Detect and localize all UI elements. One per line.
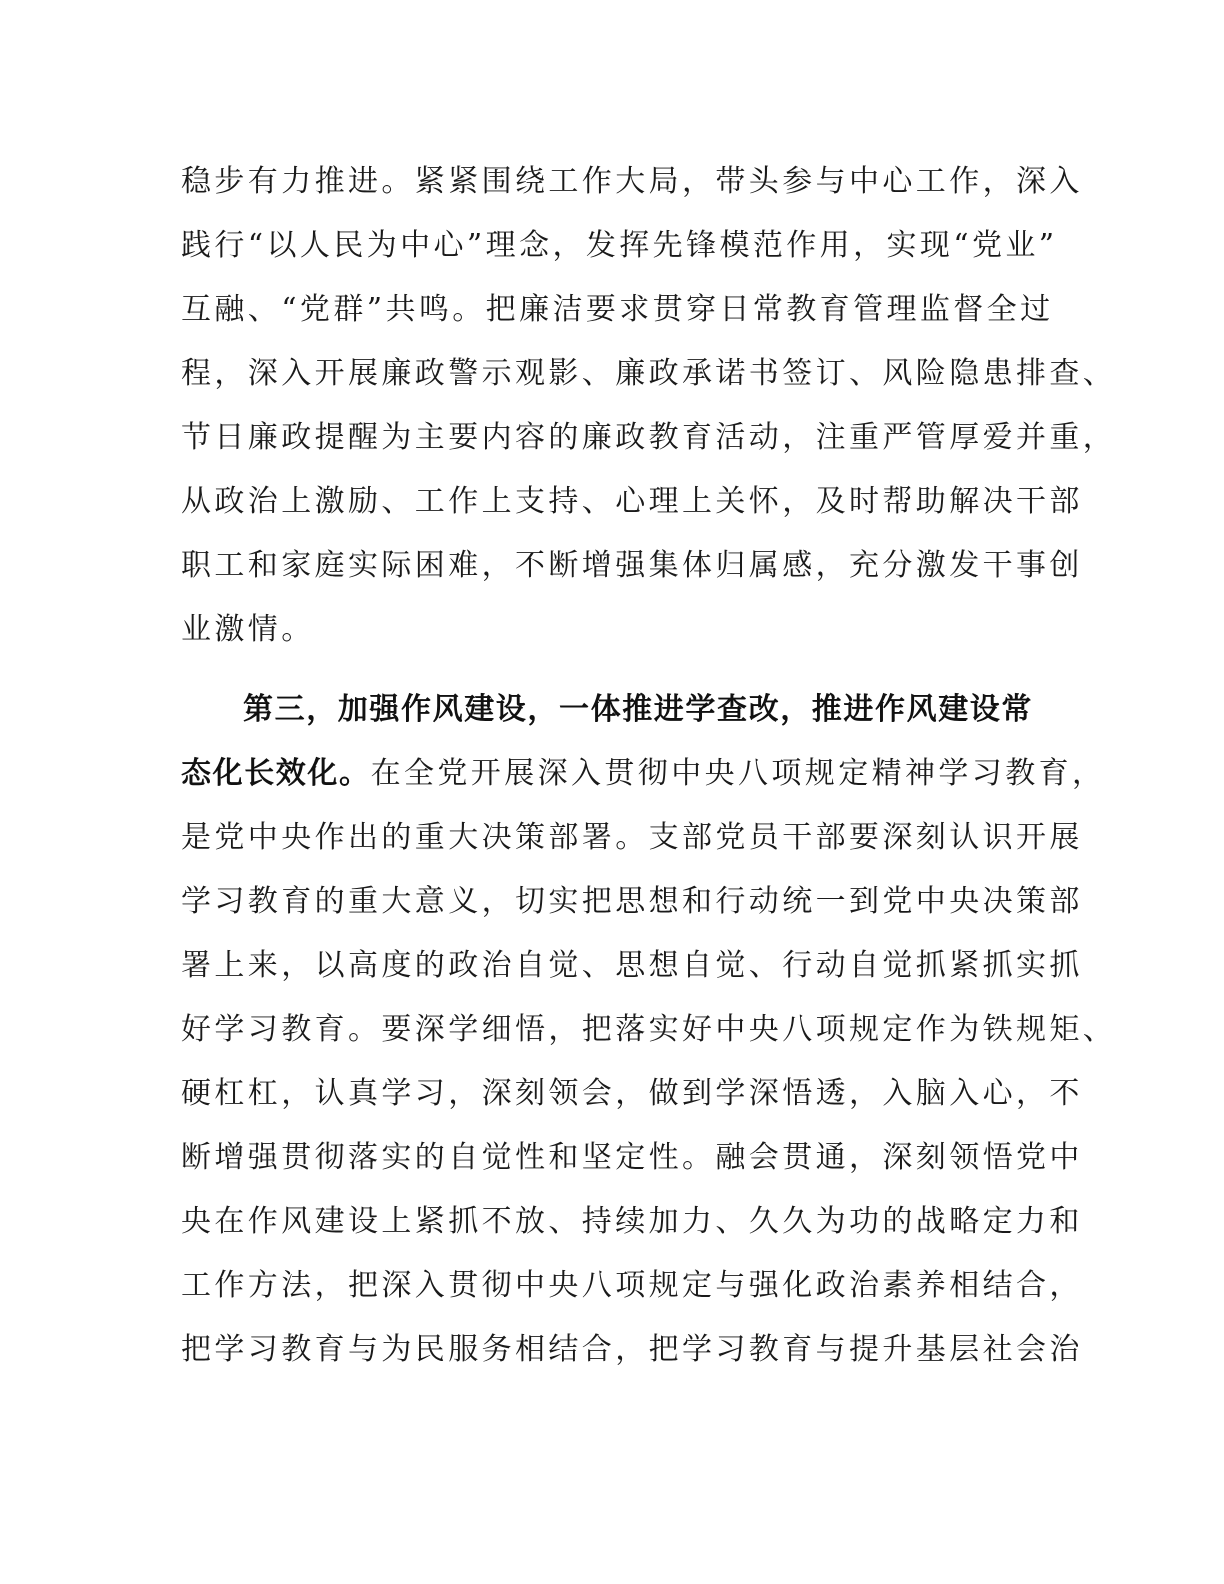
- text-line: 断增强贯彻落实的自觉性和坚定性。融会贯通，深刻领悟党中: [181, 1140, 1083, 1175]
- text-line: 程，深入开展廉政警示观影、廉政承诺书签订、风险隐患排查、: [181, 356, 1117, 391]
- text-line: 好学习教育。要深学细悟，把落实好中央八项规定作为铁规矩、: [181, 1012, 1117, 1047]
- text-line: 互融、“党群”共鸣。把廉洁要求贯穿日常教育管理监督全过: [181, 292, 1054, 327]
- text-line: 稳步有力推进。紧紧围绕工作大局，带头参与中心工作，深入: [181, 164, 1083, 199]
- section-heading: 第三，加强作风建设，一体推进学查改，推进作风建设常: [243, 692, 1033, 727]
- paragraph-section-three: [181, 678, 1117, 1382]
- text-line: 从政治上激励、工作上支持、心理上关怀，及时帮助解决干部: [181, 484, 1083, 519]
- text-line: [181, 742, 1106, 806]
- text-line: 业激情。: [181, 612, 315, 647]
- text-segment: 在全党开展深入贯彻中央八项规定精神学习教育，: [370, 756, 1106, 791]
- text-line: 践行“以人民为中心”理念，发挥先锋模范作用，实现“党业”: [181, 228, 1058, 263]
- text-line: 学习教育的重大意义，切实把思想和行动统一到党中央决策部: [181, 884, 1083, 919]
- text-line: 工作方法，把深入贯彻中央八项规定与强化政治素养相结合，: [181, 1268, 1083, 1303]
- text-line: 职工和家庭实际困难，不断增强集体归属感，充分激发干事创: [181, 548, 1083, 583]
- text-line: 署上来，以高度的政治自觉、思想自觉、行动自觉抓紧抓实抓: [181, 948, 1083, 983]
- text-line: 硬杠杠，认真学习，深刻领会，做到学深悟透，入脑入心，不: [181, 1076, 1083, 1111]
- text-line: 节日廉政提醒为主要内容的廉政教育活动，注重严管厚爱并重，: [181, 420, 1117, 455]
- text-line: 央在作风建设上紧抓不放、持续加力、久久为功的战略定力和: [181, 1204, 1083, 1239]
- text-line: 把学习教育与为民服务相结合，把学习教育与提升基层社会治: [181, 1332, 1083, 1367]
- section-heading-end: 态化长效化。: [181, 756, 371, 791]
- text-line: 是党中央作出的重大决策部署。支部党员干部要深刻认识开展: [181, 820, 1083, 855]
- section-heading-line: [181, 678, 1061, 742]
- paragraph-continued: [181, 150, 1117, 662]
